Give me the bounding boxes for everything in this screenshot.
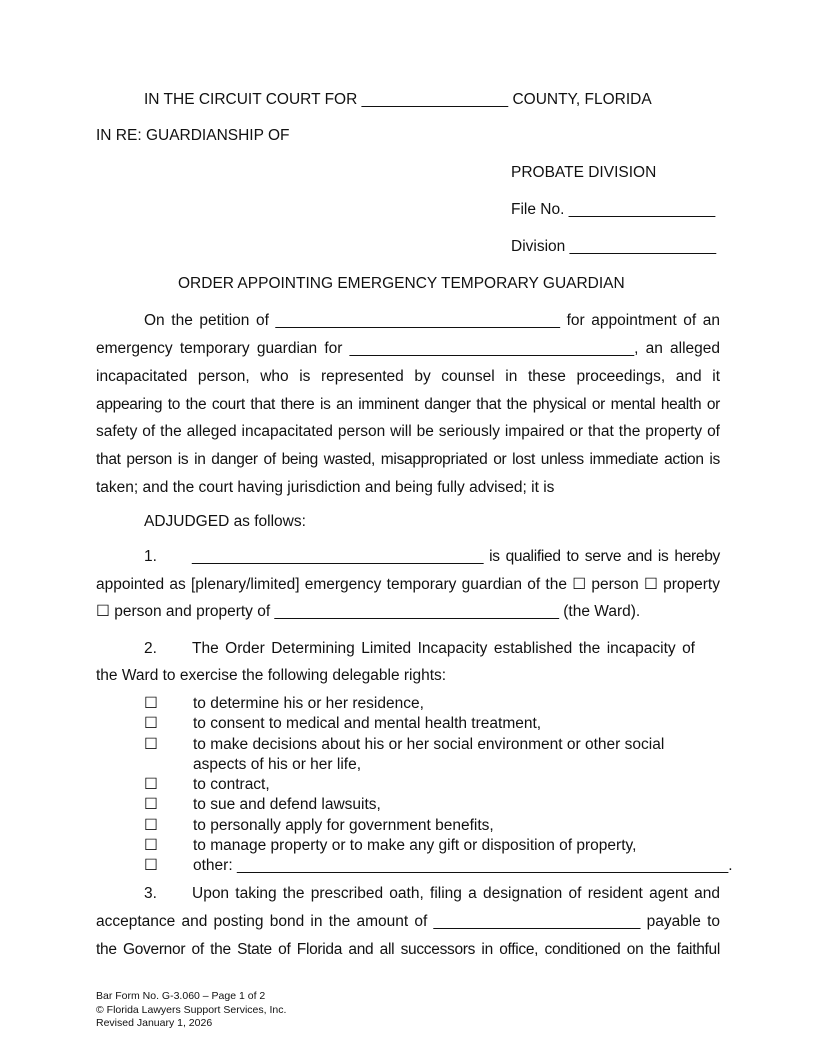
checkbox-medical[interactable]: ☐ bbox=[144, 715, 158, 732]
checkbox-social[interactable]: ☐ bbox=[144, 736, 158, 753]
in-re: IN RE: GUARDIANSHIP OF bbox=[96, 127, 290, 144]
p1-line: ☐ person and property of _________________________________ (the Ward). bbox=[96, 603, 641, 620]
p3-line: Upon taking the prescribed oath, filing a designation of resident agent and bbox=[192, 885, 720, 902]
paragraph-number: 1. bbox=[144, 548, 157, 565]
intro-line: appearing to the court that there is an imminent danger that the physical or mental health or bbox=[96, 396, 720, 413]
checkbox-benefits[interactable]: ☐ bbox=[144, 817, 158, 834]
p2-line: the Ward to exercise the following delegable rights: bbox=[96, 667, 447, 684]
right-item: to determine his or her residence, bbox=[193, 695, 424, 712]
right-item: to make decisions about his or her social environment or other social bbox=[193, 736, 665, 753]
p1-line: appointed as [plenary/limited] emergency temporary guardian of the ☐ person ☐ property bbox=[96, 576, 720, 593]
checkbox-lawsuits[interactable]: ☐ bbox=[144, 796, 158, 813]
intro-line: incapacitated person, who is represented by counsel in these proceedings, and it bbox=[96, 368, 720, 385]
checkbox-other[interactable]: ☐ bbox=[144, 857, 158, 874]
footer bbox=[96, 990, 286, 1031]
checkbox-residence[interactable]: ☐ bbox=[144, 695, 158, 712]
checkbox-contract[interactable]: ☐ bbox=[144, 776, 158, 793]
probate-division: PROBATE DIVISION bbox=[511, 164, 657, 181]
paragraph-number: 3. bbox=[144, 885, 157, 902]
p3-line: acceptance and posting bond in the amount of ________________________ payable to bbox=[96, 913, 720, 930]
intro-line: On the petition of _________________________________ for appointment of an bbox=[144, 312, 720, 329]
court-caption: IN THE CIRCUIT COURT FOR _________________ COUNTY, FLORIDA bbox=[144, 91, 652, 108]
intro-line: emergency temporary guardian for _________________________________, an alleged bbox=[96, 340, 720, 357]
paragraph-number: 2. bbox=[144, 640, 157, 657]
p3-line: the Governor of the State of Florida and all successors in office, conditioned on the faithful bbox=[96, 941, 720, 958]
right-item: other: _________________________________________________________. bbox=[193, 857, 733, 874]
intro-line: taken; and the court having jurisdiction and being fully advised; it is bbox=[96, 479, 555, 496]
division-no: Division _________________ bbox=[511, 238, 717, 255]
footer-form-no: Bar Form No. G-3.060 – Page 1 of 2 bbox=[96, 990, 266, 1002]
p1-line: ___________________________________ is qualified to serve and is hereby bbox=[192, 548, 720, 565]
checkbox-property[interactable]: ☐ bbox=[144, 837, 158, 854]
footer-copyright: © Florida Lawyers Support Services, Inc. bbox=[96, 1003, 287, 1016]
file-no: File No. _________________ bbox=[511, 201, 716, 218]
right-item: to personally apply for government benefits, bbox=[193, 817, 494, 834]
right-item: to contract, bbox=[193, 776, 270, 793]
intro-line: safety of the alleged incapacitated person will be seriously impaired or that the property of bbox=[96, 423, 720, 440]
right-item: to sue and defend lawsuits, bbox=[193, 796, 381, 813]
right-item: to consent to medical and mental health treatment, bbox=[193, 715, 542, 732]
document-title: ORDER APPOINTING EMERGENCY TEMPORARY GUARDIAN bbox=[178, 275, 625, 292]
footer-revised: Revised January 1, 2026 bbox=[96, 1017, 213, 1029]
right-item-cont: aspects of his or her life, bbox=[193, 756, 361, 773]
adjudged-heading: ADJUDGED as follows: bbox=[144, 513, 306, 530]
right-item: to manage property or to make any gift or disposition of property, bbox=[193, 837, 637, 854]
p2-line: The Order Determining Limited Incapacity established the incapacity of bbox=[192, 640, 695, 657]
intro-line: that person is in danger of being wasted, misappropriated or lost unless immediate action is bbox=[96, 451, 720, 468]
